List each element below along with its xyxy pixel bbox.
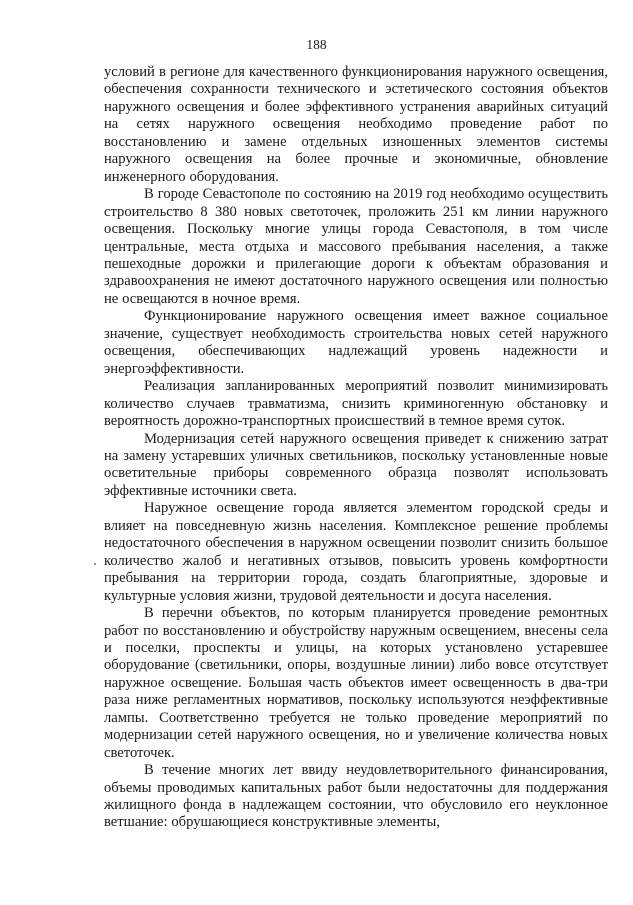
paragraph-continuation: условий в регионе для качественного функционирования наружного освещения, обеспечения сохранности технического и эстетического состояния объектов наружного освещения и более эффективного устранения аварийных ситуаций на сетях наружного освещения необходимо проведение работ по восстановлению и замене отдельных изношенных элементов системы наружного освещения на более прочные и экономичные, обновление инженерного оборудования. — [104, 64, 608, 185]
paragraph-urban-environment: Наружное освещение города является элементом городской среды и влияет на повседневную жизнь населения. Комплексное решение проблемы недостаточного обеспечения в наружном освещении позволит снизить большое количество жалоб и негативных отзывов, повысить уровень комфортности пребывания на территории города, создать благоприятные, здоровые и культурные условия жизни, трудовой деятельности и досуга населения. — [104, 500, 608, 604]
paragraph-object-lists: В перечни объектов, по которым планируется проведение ремонтных работ по восстановлению и обустройству наружным освещением, внесены села и поселки, проспекты и улицы, на которых установлено устаревшее оборудование (светильники, опоры, воздушные линии) либо вовсе отсутствует наружное освещение. Большая часть объектов имеет освещенность в два-три раза ниже регламентных нормативов, поскольку используются неэффективные лампы. Соответственно требуется не только проведение мероприятий по модернизации сетей наружного освещения, но и увеличение количества новых светоточек. — [104, 605, 608, 761]
paragraph-underfunding: В течение многих лет ввиду неудовлетворительного финансирования, объемы проводимых капитальных работ были недостаточны для поддержания жилищного фонда в надлежащем состоянии, что обусловило его неуклонное ветшание: обрушающиеся конструктивные элементы, — [104, 762, 608, 831]
page-number: 188 — [306, 37, 327, 52]
paragraph-sevastopol-lighting-needs: В городе Севастополе по состоянию на 2019 год необходимо осуществить строительство 8 380 новых светоточек, проложить 251 км линии наружного освещения. Поскольку многие улицы города Севастополя, в том числе центральные, места отдыха и массового пребывания населения, а также пешеходные дорожки и прилегающие дороги к объектам образования и здравоохранения не имеют достаточного наружного освещения или полностью не освещаются в ночное время. — [104, 186, 608, 307]
paragraph-modernization: Модернизация сетей наружного освещения приведет к снижению затрат на замену устаревших уличных светильников, поскольку установленные новые осветительные приборы современного образца позволят использовать эффективные источники света. — [104, 430, 608, 499]
scan-speck — [94, 563, 96, 565]
paragraph-social-significance: Функционирование наружного освещения имеет важное социальное значение, существует необходимость строительства новых сетей наружного освещения, обеспечивающих надлежащий уровень надежности и энергоэффективности. — [104, 308, 608, 377]
paragraph-planned-measures: Реализация запланированных мероприятий позволит минимизировать количество случаев травматизма, снизить криминогенную обстановку и вероятность дорожно-транспортных происшествий в темное время суток. — [104, 378, 608, 430]
document-body — [104, 64, 608, 832]
